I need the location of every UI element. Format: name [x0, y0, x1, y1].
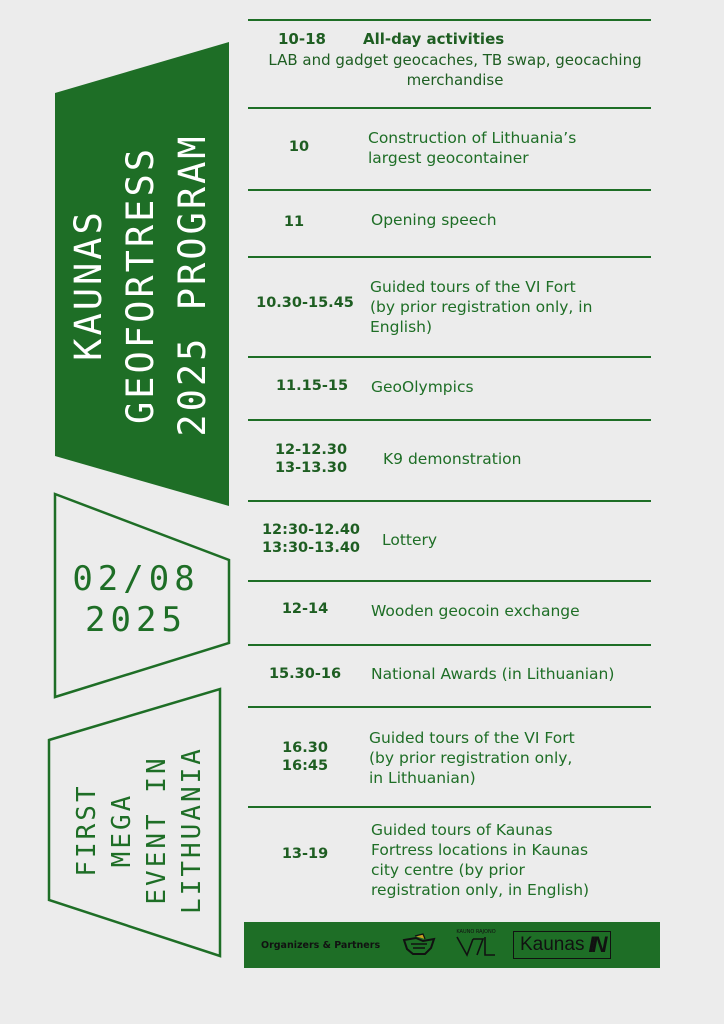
divider — [248, 19, 651, 21]
schedule-time: 11.15-15 — [275, 378, 349, 394]
divider — [248, 644, 651, 646]
geocaching-logo-icon — [401, 932, 437, 958]
schedule-description: K9 demonstration — [383, 450, 522, 468]
schedule-time: 12:30-12.40 13:30-13.40 — [261, 522, 361, 556]
schedule-description: Guided tours of Kaunas Fortress locations in Kaunas city centre (by prior registration only, in English) — [371, 821, 590, 899]
schedule-time: 13-19 — [281, 846, 329, 862]
schedule-time: 10 — [288, 139, 310, 155]
divider — [248, 189, 651, 191]
divider — [248, 500, 651, 502]
divider — [248, 806, 651, 808]
divider — [248, 107, 651, 109]
all-day-description: LAB and gadget geocaches, TB swap, geocaching merchandise — [268, 51, 642, 89]
kaunas-in-logo: Kaunas IN — [513, 931, 611, 959]
schedule-description: Opening speech — [371, 211, 497, 229]
partners-label: Organizers & Partners — [261, 939, 381, 951]
schedule-time: 12-14 — [281, 601, 329, 617]
divider — [248, 706, 651, 708]
schedule-description: GeoOlympics — [371, 378, 474, 396]
schedule-description: Construction of Lithuania’s largest geocontainer — [368, 129, 577, 167]
schedule-description: Guided tours of the VI Fort (by prior registration only, in English) — [370, 278, 593, 336]
schedule-time: 11 — [283, 214, 305, 230]
event-date: 02/08 2025 — [72, 559, 200, 640]
schedule-description: Lottery — [382, 531, 438, 549]
divider — [248, 580, 651, 582]
divider — [248, 356, 651, 358]
partners-footer — [244, 922, 660, 968]
schedule-time: 12-12.30 13-13.30 — [274, 442, 348, 476]
schedule-time: 16.30 16:45 — [281, 740, 329, 774]
schedule-description: Wooden geocoin exchange — [371, 602, 580, 620]
kaunas-district-logo-icon: KAUNO RAJONO — [453, 929, 499, 961]
all-day-title: All-day activities — [363, 30, 505, 48]
divider — [248, 419, 651, 421]
program-title: KAUNAS GEOFORTRESS 2025 PROGRAM — [67, 133, 214, 437]
divider — [248, 256, 651, 258]
first-mega-event-label: FIRST MEGA EVENT IN LITHUANIA — [72, 746, 207, 914]
schedule-description: National Awards (in Lithuanian) — [371, 665, 615, 683]
schedule-time: 10.30-15.45 — [256, 295, 354, 311]
schedule-description: Guided tours of the VI Fort (by prior registration only, in Lithuanian) — [369, 729, 575, 787]
all-day-time: 10-18 — [278, 30, 326, 48]
schedule-time: 15.30-16 — [268, 666, 342, 682]
